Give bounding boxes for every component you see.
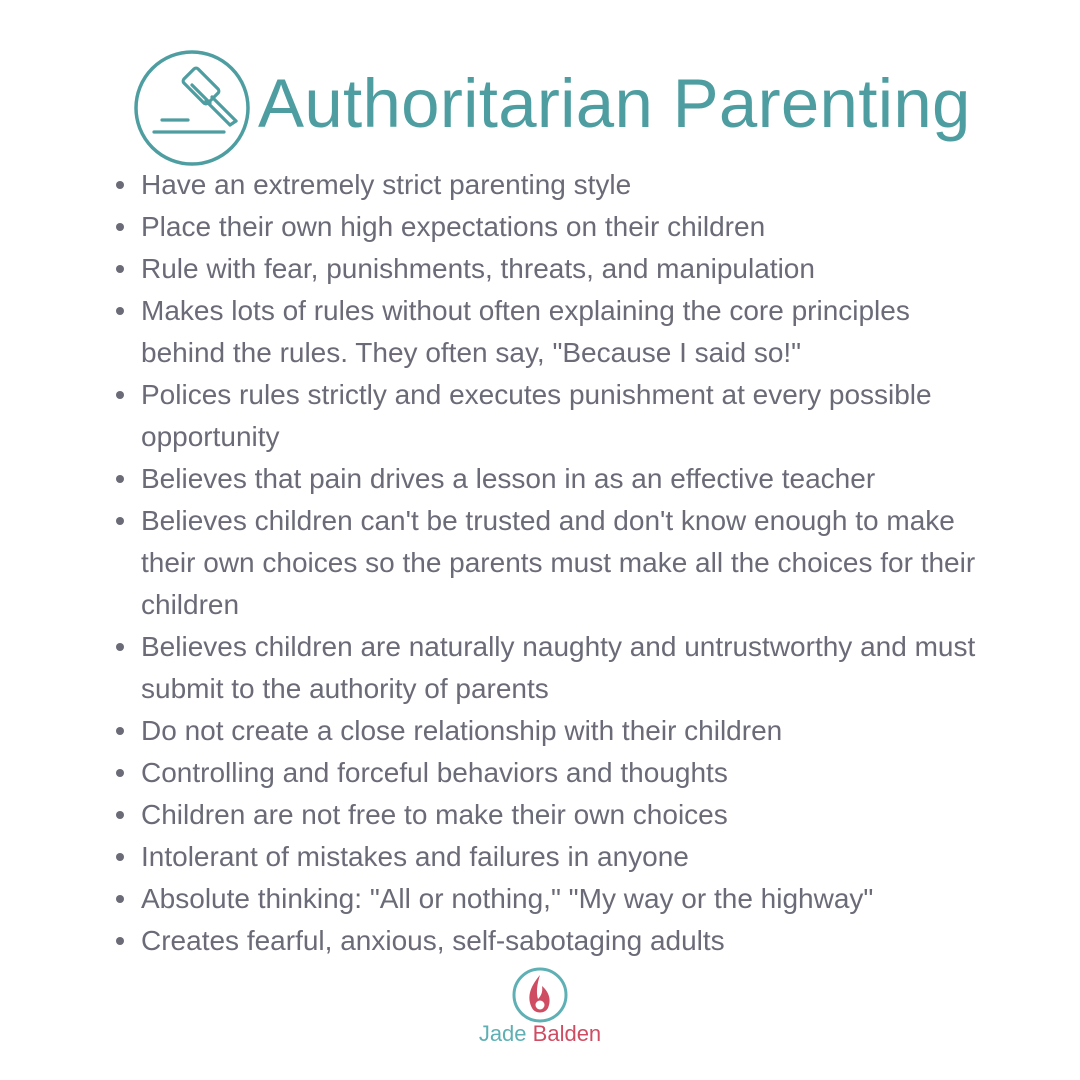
gavel-icon <box>132 48 252 168</box>
list-item: Have an extremely strict parenting style <box>141 164 1001 206</box>
list-item: Place their own high expectations on their children <box>141 206 1001 248</box>
list-item: Believes that pain drives a lesson in as an effective teacher <box>141 458 1001 500</box>
brand-first-name: Jade <box>478 1021 527 1046</box>
brand-name <box>470 1020 610 1048</box>
list-item: Absolute thinking: "All or nothing," "My way or the highway" <box>141 878 1001 920</box>
list-item: Do not create a close relationship with their children <box>141 710 1001 752</box>
flame-drop-logo-icon <box>511 966 569 1024</box>
brand-logo <box>470 966 610 1050</box>
list-item: Makes lots of rules without often explaining the core principles behind the rules. They often say, "Because I said so!" <box>141 290 1001 374</box>
list-item: Believes children are naturally naughty and untrustworthy and must submit to the authority of parents <box>141 626 1001 710</box>
list-item: Believes children can't be trusted and don't know enough to make their own choices so the parents must make all the choices for their children <box>141 500 1001 626</box>
list-item: Creates fearful, anxious, self-sabotaging adults <box>141 920 1001 962</box>
list-item: Controlling and forceful behaviors and thoughts <box>141 752 1001 794</box>
bullet-list <box>141 164 1001 962</box>
page-title: Authoritarian Parenting <box>258 65 971 142</box>
list-item: Rule with fear, punishments, threats, and manipulation <box>141 248 1001 290</box>
header <box>132 48 971 168</box>
list-item: Children are not free to make their own choices <box>141 794 1001 836</box>
list-item: Intolerant of mistakes and failures in anyone <box>141 836 1001 878</box>
list-item: Polices rules strictly and executes punishment at every possible opportunity <box>141 374 1001 458</box>
brand-last-name: Balden <box>532 1021 602 1046</box>
